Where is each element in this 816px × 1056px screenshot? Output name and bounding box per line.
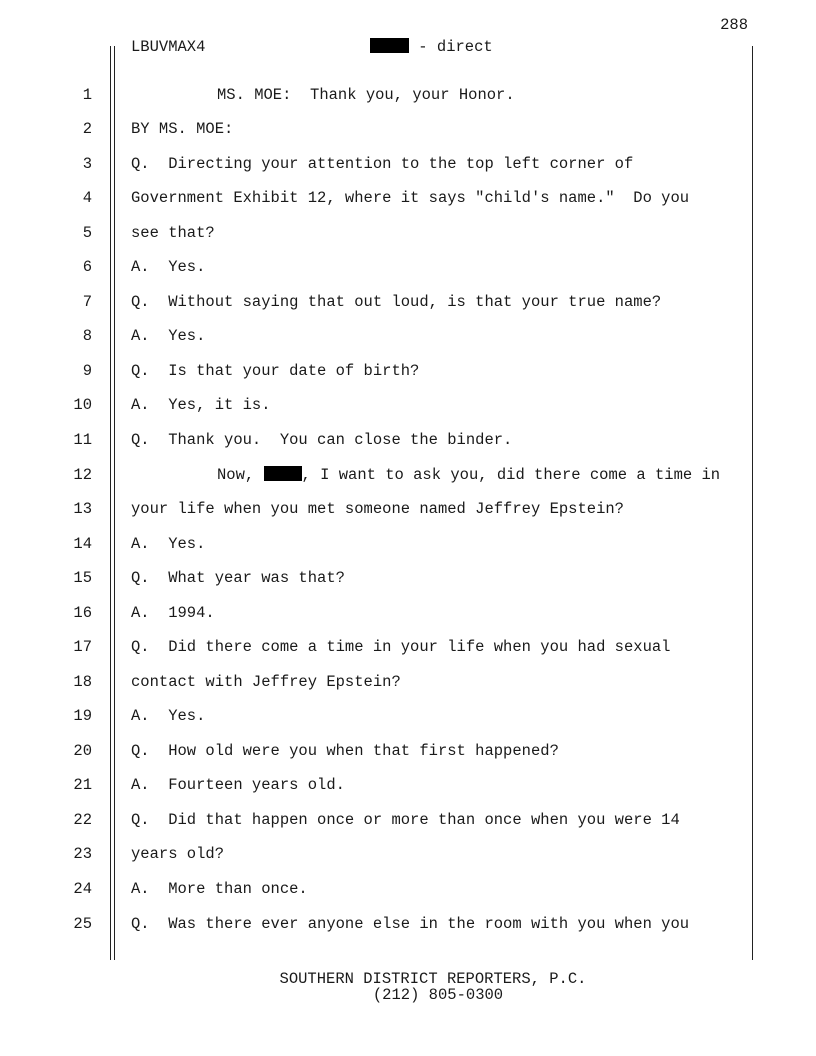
line-number: 15: [73, 569, 92, 587]
transcript-line: A. Yes, it is.: [131, 396, 271, 414]
transcript-line: contact with Jeffrey Epstein?: [131, 673, 401, 691]
line-number: 22: [73, 811, 92, 829]
redaction-bar: [370, 38, 409, 53]
line-number: 19: [73, 707, 92, 725]
right-margin-rule: [752, 46, 753, 960]
line-number: 1: [82, 86, 92, 104]
left-margin-rule-inner: [114, 46, 115, 960]
line-number: 18: [73, 673, 92, 691]
line-number: 17: [73, 638, 92, 656]
line-number: 25: [73, 915, 92, 933]
transcript-line: Q. Did that happen once or more than once when you were 14: [131, 811, 680, 829]
transcript-line: A. Yes.: [131, 535, 206, 553]
redaction-bar: [264, 466, 302, 481]
header-title: [370, 38, 493, 56]
line-number: 23: [73, 845, 92, 863]
transcript-line: [217, 466, 720, 484]
transcript-line-after: , I want to ask you, did there come a time in: [301, 466, 721, 484]
left-margin-rule: [110, 46, 111, 960]
transcript-line: A. More than once.: [131, 880, 308, 898]
transcript-line: Q. Is that your date of birth?: [131, 362, 420, 380]
line-number: 10: [73, 396, 92, 414]
line-number: 9: [82, 362, 92, 380]
transcript-line: A. 1994.: [131, 604, 215, 622]
transcript-line: A. Yes.: [131, 707, 206, 725]
transcript-line: Q. Did there come a time in your life when you had sexual: [131, 638, 671, 656]
line-number: 14: [73, 535, 92, 553]
footer-company: SOUTHERN DISTRICT REPORTERS, P.C.: [279, 970, 587, 988]
transcript-line: Q. How old were you when that first happened?: [131, 742, 559, 760]
line-number: 13: [73, 500, 92, 518]
line-number: 3: [82, 155, 92, 173]
transcript-line: A. Fourteen years old.: [131, 776, 345, 794]
line-number: 5: [82, 224, 92, 242]
transcript-line: A. Yes.: [131, 258, 206, 276]
line-number: 11: [73, 431, 92, 449]
line-number: 2: [82, 120, 92, 138]
header-title-suffix: - direct: [409, 38, 493, 56]
line-number: 20: [73, 742, 92, 760]
line-number: 16: [73, 604, 92, 622]
transcript-line: years old?: [131, 845, 225, 863]
line-number: 24: [73, 880, 92, 898]
line-number: 6: [82, 258, 92, 276]
line-number: 4: [82, 189, 92, 207]
transcript-line: A. Yes.: [131, 327, 206, 345]
transcript-line: Q. What year was that?: [131, 569, 345, 587]
transcript-line: Q. Was there ever anyone else in the room with you when you: [131, 915, 690, 933]
transcript-line: MS. MOE: Thank you, your Honor.: [217, 86, 515, 104]
line-number: 21: [73, 776, 92, 794]
transcript-line-before: Now,: [217, 466, 264, 484]
line-number: 7: [82, 293, 92, 311]
transcript-line: see that?: [131, 224, 215, 242]
page-number: 288: [720, 16, 748, 34]
line-number: 8: [82, 327, 92, 345]
transcript-line: Q. Directing your attention to the top left corner of: [131, 155, 634, 173]
case-code: LBUVMAX4: [131, 38, 206, 56]
footer-phone: (212) 805-0300: [372, 986, 504, 1004]
transcript-line: Government Exhibit 12, where it says "child's name." Do you: [131, 189, 690, 207]
transcript-line: Q. Without saying that out loud, is that your true name?: [131, 293, 662, 311]
transcript-line: your life when you met someone named Jeffrey Epstein?: [131, 500, 624, 518]
transcript-line: BY MS. MOE:: [131, 120, 234, 138]
line-number: 12: [73, 466, 92, 484]
transcript-line: Q. Thank you. You can close the binder.: [131, 431, 513, 449]
